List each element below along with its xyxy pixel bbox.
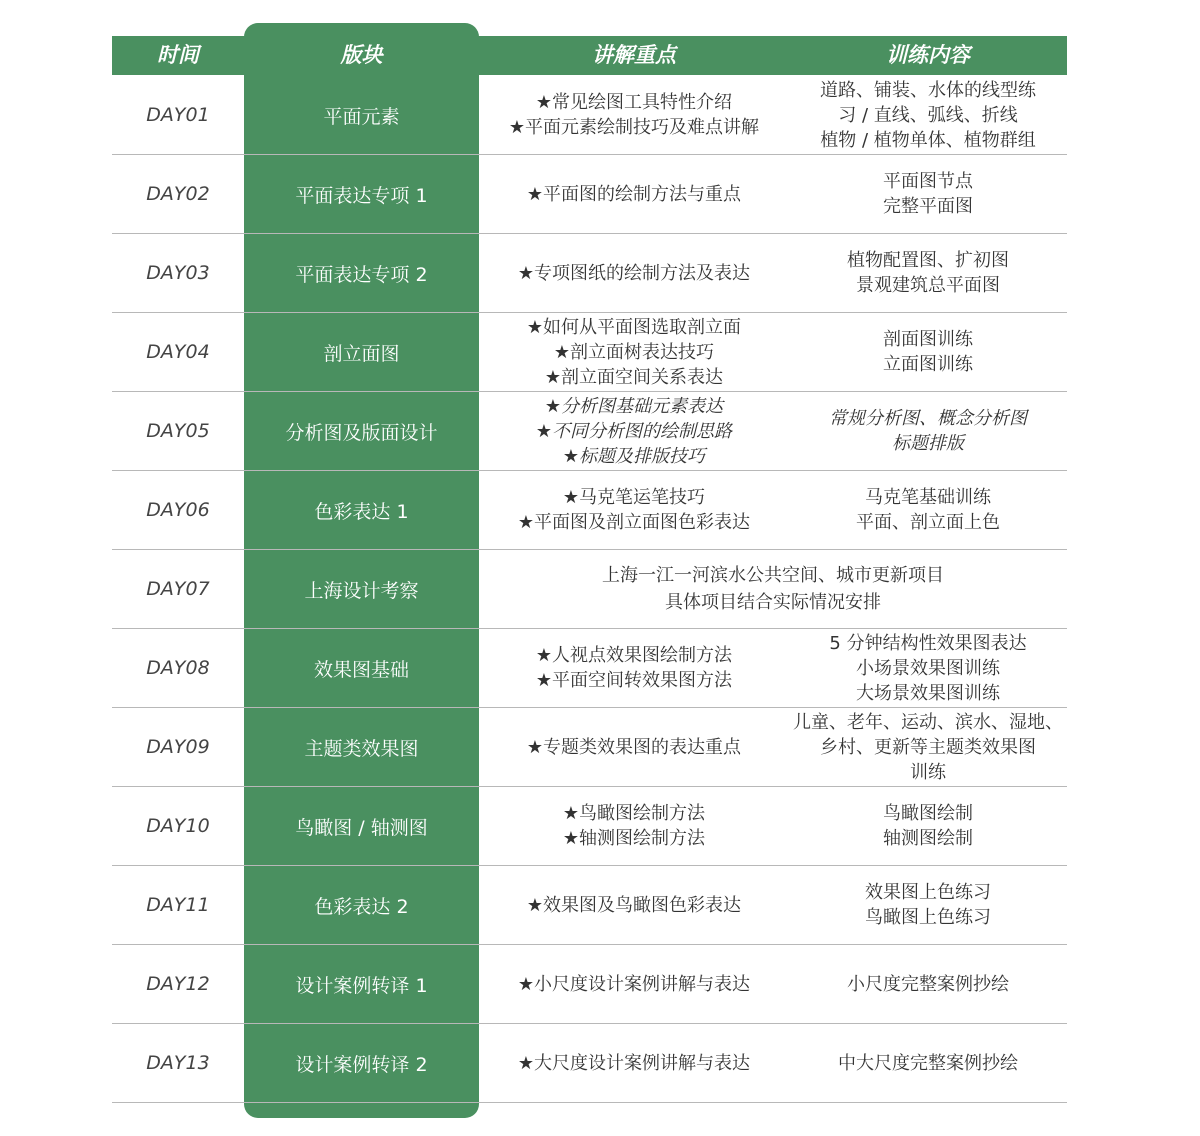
day-cell: DAY11 [146,894,210,916]
keypoints-cell-line: ★标题及排版技巧 [562,445,706,467]
keypoints-cell-line: ★平面图及剖立面图色彩表达 [517,512,751,533]
training-cell-line: 植物 / 植物单体、植物群组 [820,129,1036,151]
training-cell [789,787,1067,865]
keypoints-cell [479,155,789,233]
merged-cell-line: 上海一江一河滨水公共空间、城市更新项目 [602,565,944,586]
training-cell-line: 剖面图训练 [883,329,973,350]
keypoints-cell [479,1024,789,1102]
training-cell-line: 鸟瞰图上色练习 [865,907,991,928]
training-cell-line: 习 / 直线、弧线、折线 [838,104,1018,126]
training-cell [789,629,1067,707]
training-cell-line: 平面、剖立面上色 [856,512,1000,533]
training-cell-line: 训练 [910,761,946,783]
table-row [112,76,1067,155]
training-cell [789,234,1067,312]
training-cell-line: 大场景效果图训练 [856,682,1000,704]
keypoints-cell-line: ★马克笔运笔技巧 [562,487,706,508]
keypoints-cell-line: ★不同分析图的绘制思路 [535,420,733,442]
keypoints-cell [479,313,789,391]
keypoints-cell-line: ★大尺度设计案例讲解与表达 [517,1052,751,1074]
day-cell: DAY01 [146,104,210,126]
table-row [112,708,1067,787]
training-cell [789,866,1067,944]
keypoints-cell [479,392,789,470]
table-row [112,550,1067,629]
module-cell: 平面表达专项 2 [295,263,428,286]
training-cell-line: 效果图上色练习 [865,882,991,903]
table-row [112,313,1067,392]
keypoints-cell-line: ★平面元素绘制技巧及难点讲解 [508,117,760,138]
keypoints-cell-line: ★常见绘图工具特性介绍 [535,92,733,113]
module-cell: 分析图及版面设计 [285,421,438,444]
training-cell [789,76,1067,154]
keypoints-cell-line: ★专题类效果图的表达重点 [526,736,742,758]
header-training: 训练内容 [886,43,970,67]
keypoints-cell-line: ★小尺度设计案例讲解与表达 [517,973,751,995]
training-cell-line: 常规分析图、概念分析图 [829,408,1027,429]
day-cell: DAY09 [146,736,210,758]
training-cell-line: 中大尺度完整案例抄绘 [838,1052,1018,1074]
training-cell-line: 完整平面图 [883,196,973,217]
table-row [112,629,1067,708]
merged-cell [479,550,1067,628]
table-row [112,787,1067,866]
keypoints-cell-line: ★剖立面空间关系表达 [544,366,724,388]
day-cell: DAY06 [146,499,210,521]
module-cell: 色彩表达 2 [314,895,409,918]
training-cell-line: 标题排版 [892,433,964,454]
training-cell [789,945,1067,1023]
module-cell: 平面元素 [323,105,400,128]
day-cell: DAY08 [146,657,210,679]
training-cell-line: 景观建筑总平面图 [856,275,1000,296]
keypoints-cell-line: ★人视点效果图绘制方法 [535,645,733,666]
day-cell: DAY13 [146,1052,210,1074]
keypoints-cell [479,866,789,944]
table-row [112,1024,1067,1103]
day-cell: DAY07 [146,578,210,600]
module-cell: 主题类效果图 [304,737,419,760]
module-cell: 鸟瞰图 / 轴测图 [295,816,428,839]
keypoints-cell-line: ★鸟瞰图绘制方法 [562,803,706,824]
keypoints-cell-line: ★轴测图绘制方法 [562,828,706,849]
table-row [112,945,1067,1024]
keypoints-cell [479,787,789,865]
header-keypoints: 讲解重点 [592,43,676,67]
keypoints-cell-line: ★分析图基础元素表达 [544,395,724,417]
merged-cell-line: 具体项目结合实际情况安排 [665,592,881,613]
keypoints-cell [479,234,789,312]
module-cell: 剖立面图 [323,342,400,365]
day-cell: DAY05 [146,420,210,442]
header-module: 版块 [340,43,383,67]
training-cell [789,708,1067,786]
day-cell: DAY10 [146,815,210,837]
day-cell: DAY12 [146,973,210,995]
keypoints-cell [479,471,789,549]
keypoints-cell [479,945,789,1023]
training-cell-line: 小尺度完整案例抄绘 [847,973,1009,995]
day-cell: DAY04 [146,341,210,363]
keypoints-cell-line: ★如何从平面图选取剖立面 [526,316,742,338]
training-cell-line: 鸟瞰图绘制 [883,803,973,824]
table-row [112,392,1067,471]
training-cell-line: 植物配置图、扩初图 [847,250,1009,271]
training-cell [789,392,1067,470]
table-row [112,155,1067,234]
day-cell: DAY02 [146,183,210,205]
keypoints-cell-line: ★效果图及鸟瞰图色彩表达 [526,894,742,916]
module-cell: 设计案例转译 2 [295,1053,428,1076]
training-cell-line: 5 分钟结构性效果图表达 [829,632,1027,654]
keypoints-cell-line: ★专项图纸的绘制方法及表达 [517,262,751,284]
training-cell-line: 轴测图绘制 [883,828,973,849]
training-cell [789,1024,1067,1102]
training-cell-line: 小场景效果图训练 [856,657,1000,679]
keypoints-cell [479,629,789,707]
keypoints-cell [479,708,789,786]
training-cell [789,155,1067,233]
training-cell-line: 道路、铺装、水体的线型练 [820,79,1036,101]
training-cell [789,313,1067,391]
training-cell-line: 马克笔基础训练 [865,487,991,508]
day-cell: DAY03 [146,262,210,284]
keypoints-cell-line: ★平面空间转效果图方法 [535,670,733,691]
training-cell-line: 乡村、更新等主题类效果图 [820,736,1036,758]
row-divider [112,1102,1067,1103]
header-time: 时间 [157,43,199,67]
training-cell-line: 儿童、老年、运动、滨水、湿地、 [793,711,1063,733]
module-cell: 上海设计考察 [304,579,419,602]
table-row [112,866,1067,945]
table-row [112,234,1067,313]
module-cell: 设计案例转译 1 [295,974,428,997]
keypoints-cell-line: ★剖立面树表达技巧 [553,341,715,363]
keypoints-cell-line: ★平面图的绘制方法与重点 [526,183,742,205]
training-cell-line: 平面图节点 [883,171,973,192]
module-cell: 色彩表达 1 [314,500,409,523]
module-cell: 效果图基础 [313,658,409,681]
module-cell: 平面表达专项 1 [295,184,428,207]
training-cell-line: 立面图训练 [883,354,973,375]
keypoints-cell [479,76,789,154]
table-row [112,471,1067,550]
training-cell [789,471,1067,549]
